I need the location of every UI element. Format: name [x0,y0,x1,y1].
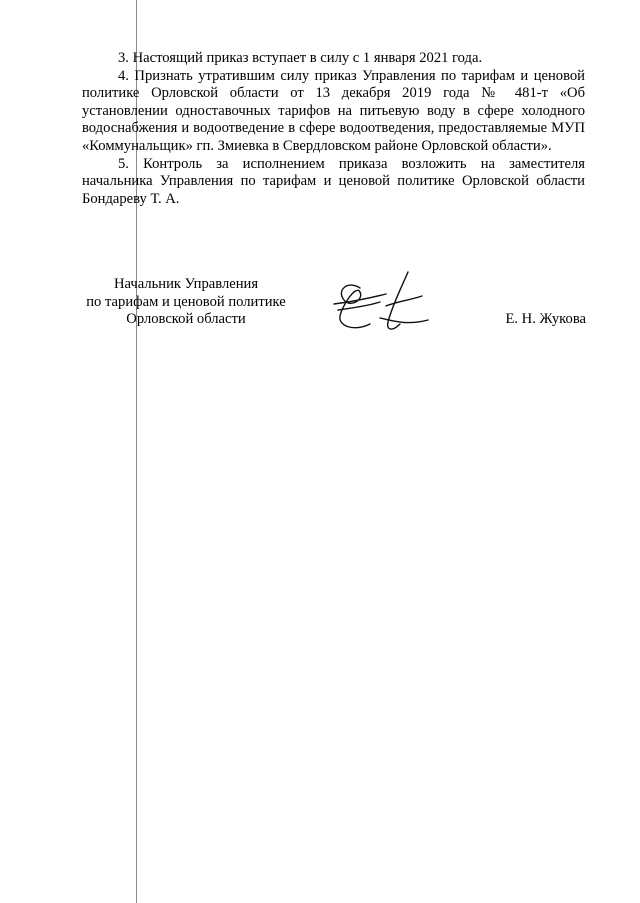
paragraph-control: 5. Контроль за исполнением приказа возложить на заместителя начальника Управления по тарифам и ценовой политике Орловской области Бондареву Т. А. [82,155,585,207]
order-body [82,50,585,208]
signatory-name: Е. Н. Жукова [505,311,586,327]
position-line-2: по тарифам и ценовой политике [86,293,286,310]
handwritten-signature-icon [330,266,442,338]
signature-block [0,266,640,346]
signatory-position [80,276,292,329]
position-line-1: Начальник Управления [113,276,259,292]
paragraph-repeal-order: 4. Признать утратившим силу приказ Управления по тарифам и ценовой политике Орловской области от 13 декабря 2019 года № 481-т «Об установлении одноставочных тарифов на питьевую воду в сфере холодного водоснабжения и водоотведение в сфере водоотведения, предоставляемые МУП «Коммунальщик» гп. Змиевка в Свердловском районе Орловской области». [82,67,585,154]
position-line-3: Орловской области [126,311,246,328]
paragraph-effective-date: 3. Настоящий приказ вступает в силу с 1 января 2021 года. [118,50,483,66]
